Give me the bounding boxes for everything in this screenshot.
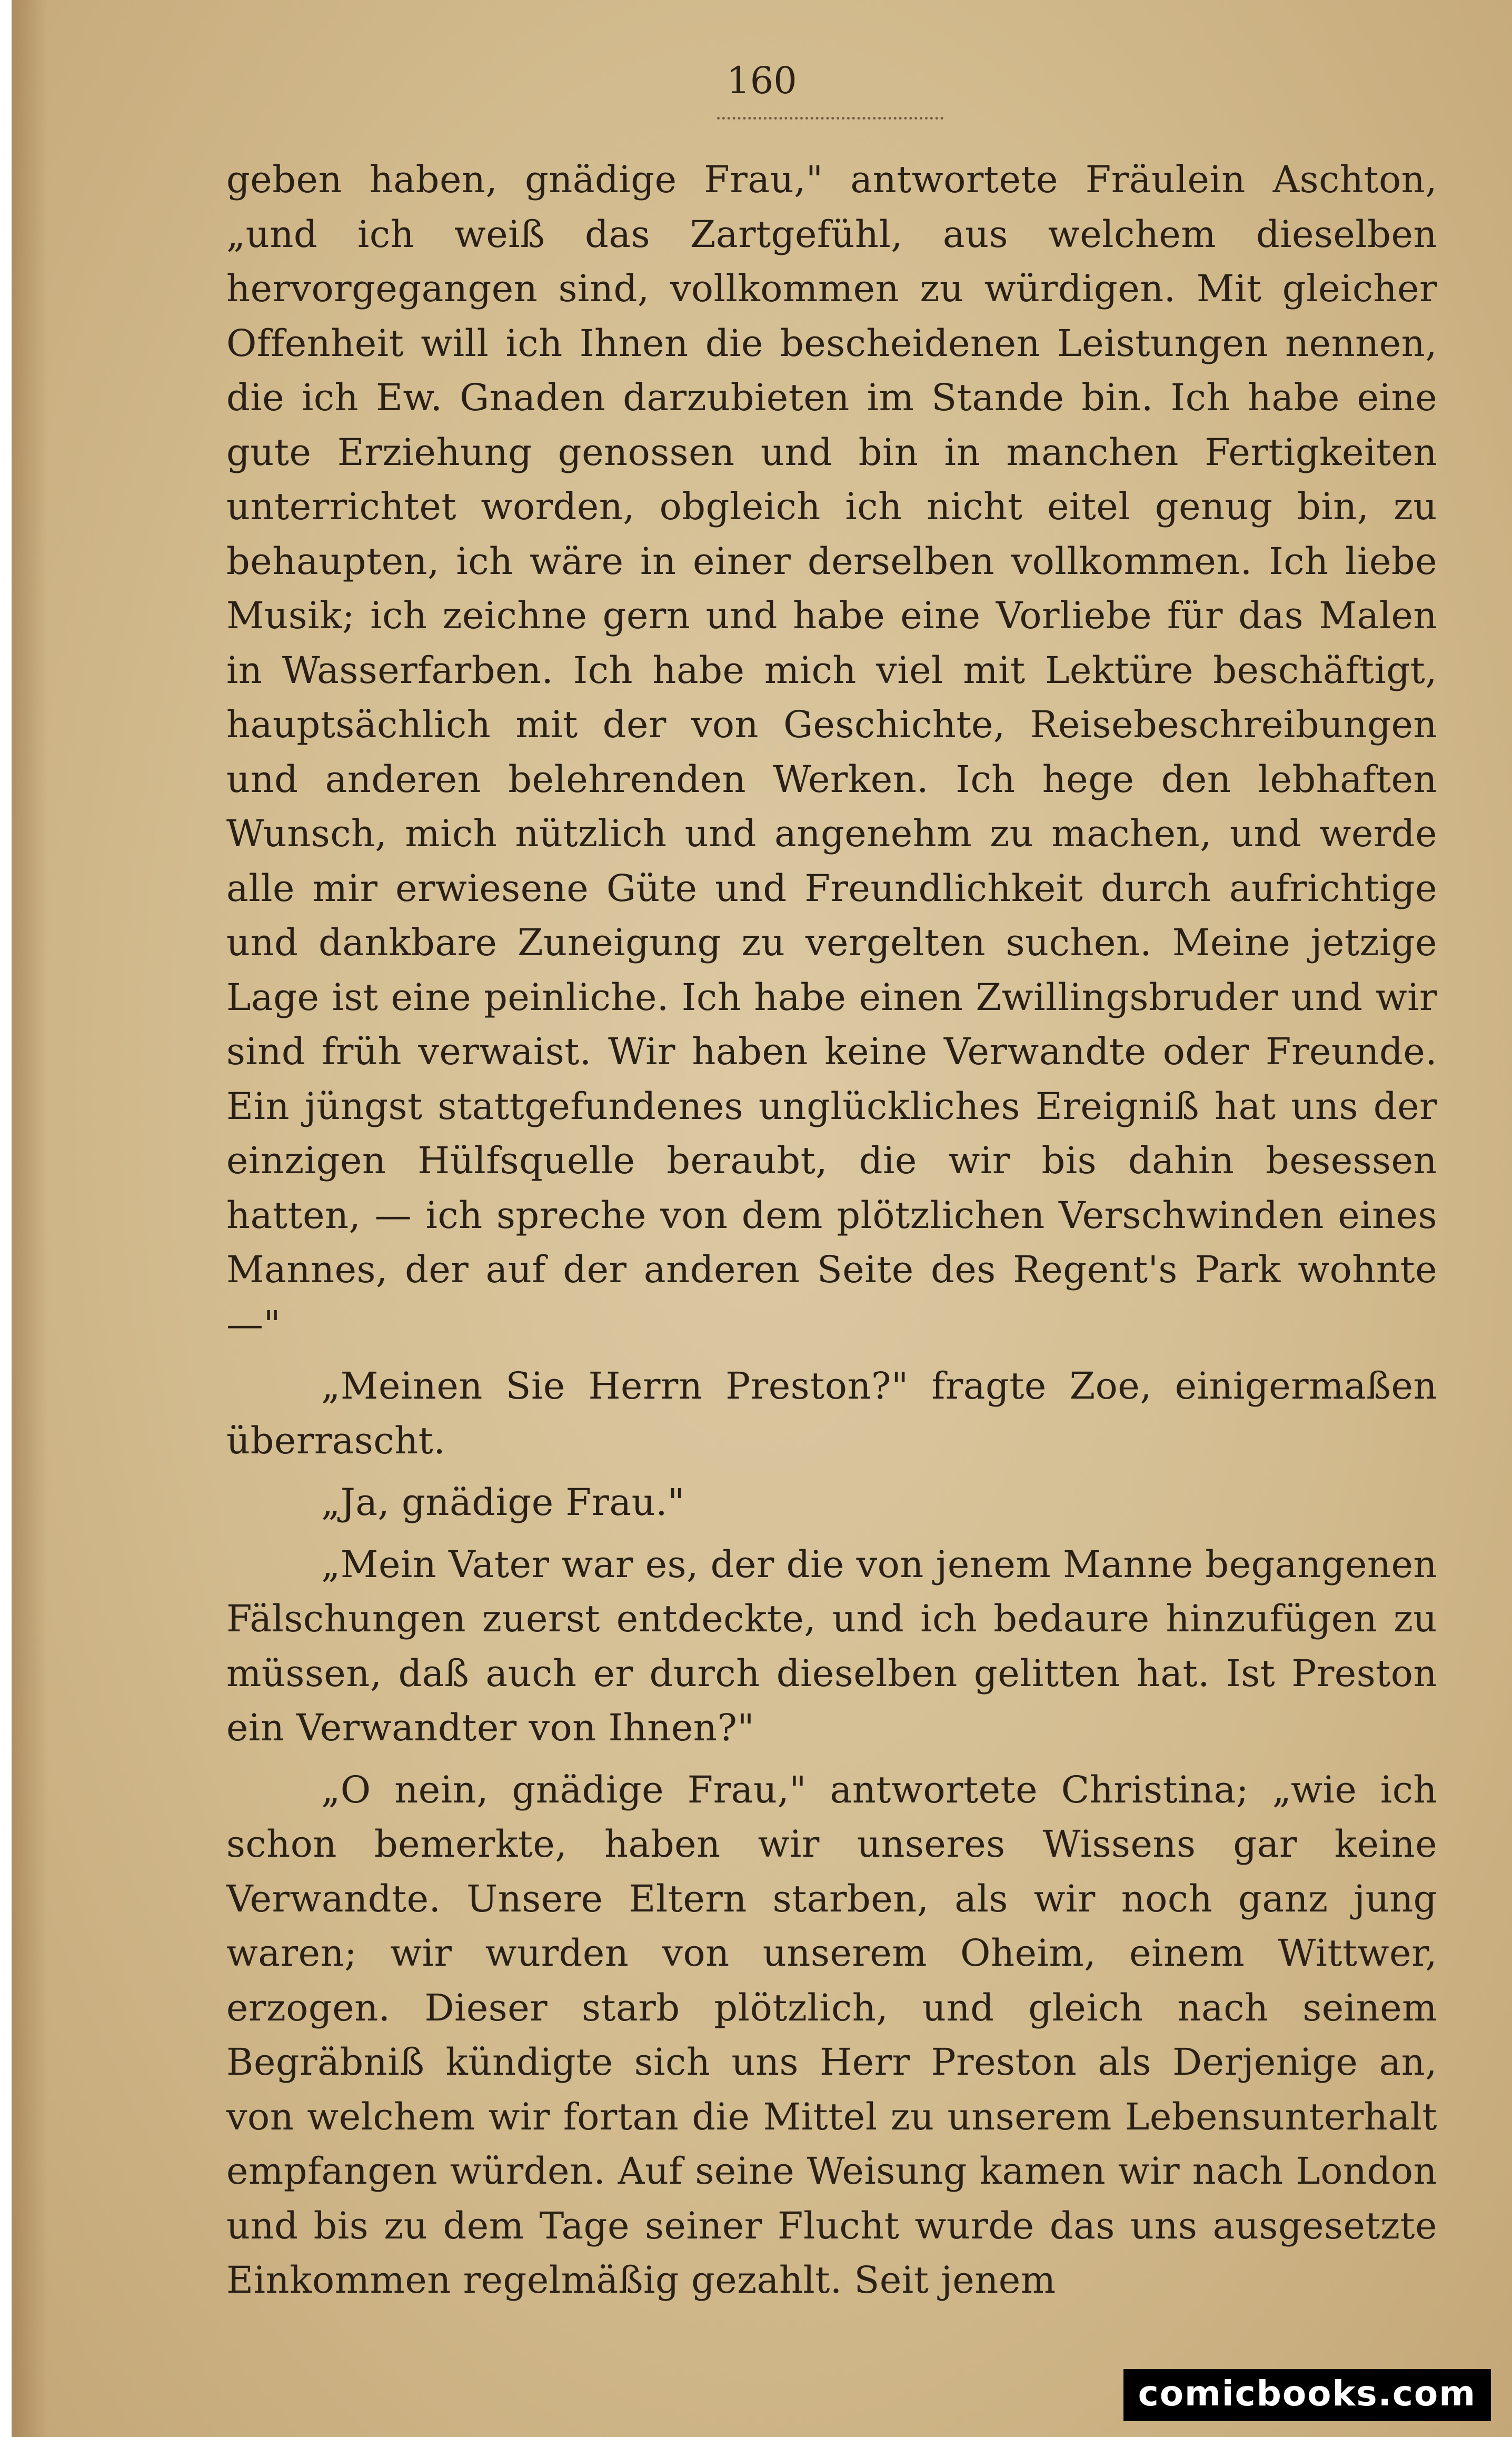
page-number: 160 xyxy=(727,59,797,102)
paragraph-2: „Meinen Sie Herrn Preston?" fragte Zoe, einigermaßen überrascht. xyxy=(226,1364,1437,1462)
paragraph-1: geben haben, gnädige Frau," antwortete Fräulein Aschton, „und ich weiß das Zartgefühl, aus welchem dieselben hervorgegangen sind, vollkommen zu würdigen. Mit gleicher Offenheit will ich Ihnen die bescheidenen Leistungen nennen, die ich Ew. Gnaden darzubieten im Stande bin. Ich habe eine gute Erziehung genossen und bin in manchen Fertigkeiten unterrichtet worden, obgleich ich nicht eitel genug bin, zu behaupten, ich wäre in einer derselben vollkommen. Ich liebe Musik; ich zeichne gern und habe eine Vorliebe für das Malen in Wasserfarben. Ich habe mich viel mit Lektüre beschäftigt, hauptsächlich mit der von Geschichte, Reisebeschreibungen und anderen belehrenden Werken. Ich hege den lebhaften Wunsch, mich nützlich und angenehm zu machen, und werde alle mir erwiesene Güte und Freundlichkeit durch aufrichtige und dankbare Zuneigung zu vergelten suchen. Meine jetzige Lage ist eine peinliche. Ich habe einen Zwillingsbruder und wir sind früh verwaist. Wir haben keine Verwandte oder Freunde. Ein jüngst stattgefundenes unglückliches Ereigniß hat uns der einzigen Hülfsquelle beraubt, die wir bis dahin besessen hatten, — ich spreche von dem plötzlichen Verschwinden eines Mannes, der auf der anderen Seite des Regent's Park wohnte —" xyxy=(226,158,1437,1346)
paragraph-5: „O nein, gnädige Frau," antwortete Christina; „wie ich schon bemerkte, haben wir unseres Wissens gar keine Verwandte. Unsere Eltern starben, als wir noch ganz jung waren; wir wurden von unserem Oheim, einem Wittwer, erzogen. Dieser starb plötzlich, und gleich nach seinem Begräbniß kündigte sich uns Herr Preston als Derjenige an, von welchem wir fortan die Mittel zu unserem Lebensunterhalt empfangen würden. Auf seine Weisung kamen wir nach London und bis zu dem Tage seiner Flucht wurde das uns ausgesetzte Einkommen regelmäßig gezahlt. Seit jenem xyxy=(226,1768,1437,2302)
body-text xyxy=(226,153,1437,2308)
page-number-ornament xyxy=(717,110,943,120)
page-edge-shadow xyxy=(12,0,48,2437)
book-page xyxy=(12,0,1512,2437)
paragraph-3: „Ja, gnädige Frau." xyxy=(321,1481,685,1524)
paragraph-4: „Mein Vater war es, der die von jenem Manne begangenen Fälschungen zuerst entdeckte, und ich bedaure hinzufügen zu müssen, daß auch er durch dieselben gelitten hat. Ist Preston ein Verwandter von Ihnen?" xyxy=(226,1542,1437,1749)
site-watermark: comicbooks.com xyxy=(1123,2369,1491,2421)
